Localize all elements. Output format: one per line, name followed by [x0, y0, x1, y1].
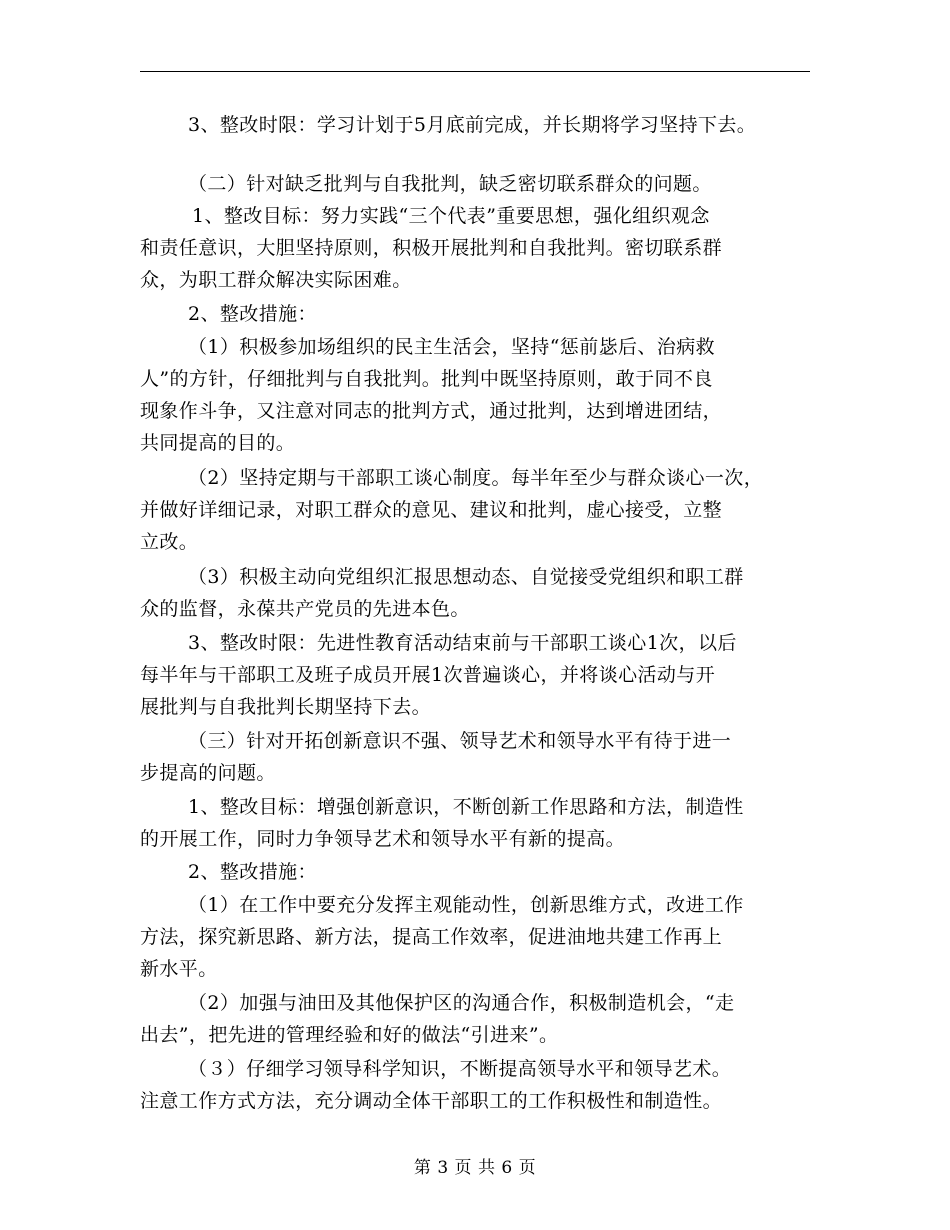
- paragraph-line: 展批判与自我批判长期坚持下去。: [140, 696, 432, 718]
- paragraph-line: 2、整改措施：: [188, 861, 317, 883]
- paragraph-line: （2）坚持定期与干部职工谈心制度。每半年至少与群众谈心一次，: [188, 467, 764, 489]
- paragraph-line: 每半年与干部职工及班子成员开展1次普遍谈心，并将谈心活动与开: [140, 664, 716, 686]
- paragraph-line: 1、整改目标：增强创新意识，不断创新工作思路和方法，制造性: [188, 796, 744, 818]
- paragraph-line: 2、整改措施：: [188, 303, 317, 325]
- paragraph-line: 人”的方针，仔细批判与自我批判。批判中既坚持原则，敢于同不良: [140, 368, 713, 390]
- paragraph-line: 方法，探究新思路、新方法，提高工作效率，促进油地共建工作再上: [140, 926, 723, 948]
- paragraph-line: 1、整改目标：努力实践“三个代表”重要思想，强化组织观念: [192, 205, 710, 227]
- paragraph-line: （3）积极主动向党组织汇报思想动态、自觉接受党组织和职工群: [188, 566, 744, 588]
- paragraph-line: （二）针对缺乏批判与自我批判，缺乏密切联系群众的问题。: [188, 173, 712, 195]
- paragraph-line: 众的监督，永葆共产党员的先进本色。: [140, 598, 470, 620]
- paragraph-line: 共同提高的目的。: [140, 432, 296, 454]
- paragraph-line: 和责任意识，大胆坚持原则，积极开展批判和自我批判。密切联系群: [140, 237, 723, 259]
- paragraph-line: 注意工作方式方法，充分调动全体干部职工的工作积极性和制造性。: [140, 1090, 723, 1112]
- paragraph-line: 的开展工作，同时力争领导艺术和领导水平有新的提高。: [140, 828, 626, 850]
- paragraph-line: 3、整改时限：学习计划于5月底前完成，并长期将学习坚持下去。: [188, 114, 757, 136]
- paragraph-line: 3、整改时限：先进性教育活动结束前与干部职工谈心1次，以后: [188, 632, 737, 654]
- paragraph-line: 立改。: [140, 531, 199, 553]
- paragraph-line: 步提高的问题。: [140, 762, 276, 784]
- paragraph-line: （2）加强与油田及其他保护区的沟通合作，积极制造机会，“走: [188, 992, 735, 1014]
- paragraph-line: （1）积极参加场组织的民主生活会，坚持“惩前毖后、治病救: [188, 336, 716, 358]
- paragraph-line: 并做好详细记录，对职工群众的意见、建议和批判，虚心接受，立整: [140, 499, 723, 521]
- paragraph-line: （３）仔细学习领导科学知识，不断提高领导水平和领导艺术。: [188, 1058, 732, 1080]
- paragraph-line: 新水平。: [140, 958, 218, 980]
- paragraph-line: 现象作斗争，又注意对同志的批判方式，通过批判，达到增进团结，: [140, 400, 723, 422]
- page-number-footer: 第 3 页 共 6 页: [413, 1158, 537, 1178]
- paragraph-line: （1）在工作中要充分发挥主观能动性，创新思维方式，改进工作: [188, 894, 744, 916]
- paragraph-line: 出去”，把先进的管理经验和好的做法“引进来”。: [140, 1024, 559, 1046]
- paragraph-line: （三）针对开拓创新意识不强、领导艺术和领导水平有待于进一: [188, 730, 732, 752]
- paragraph-line: 众，为职工群众解决实际困难。: [140, 269, 412, 291]
- header-rule: [140, 71, 810, 72]
